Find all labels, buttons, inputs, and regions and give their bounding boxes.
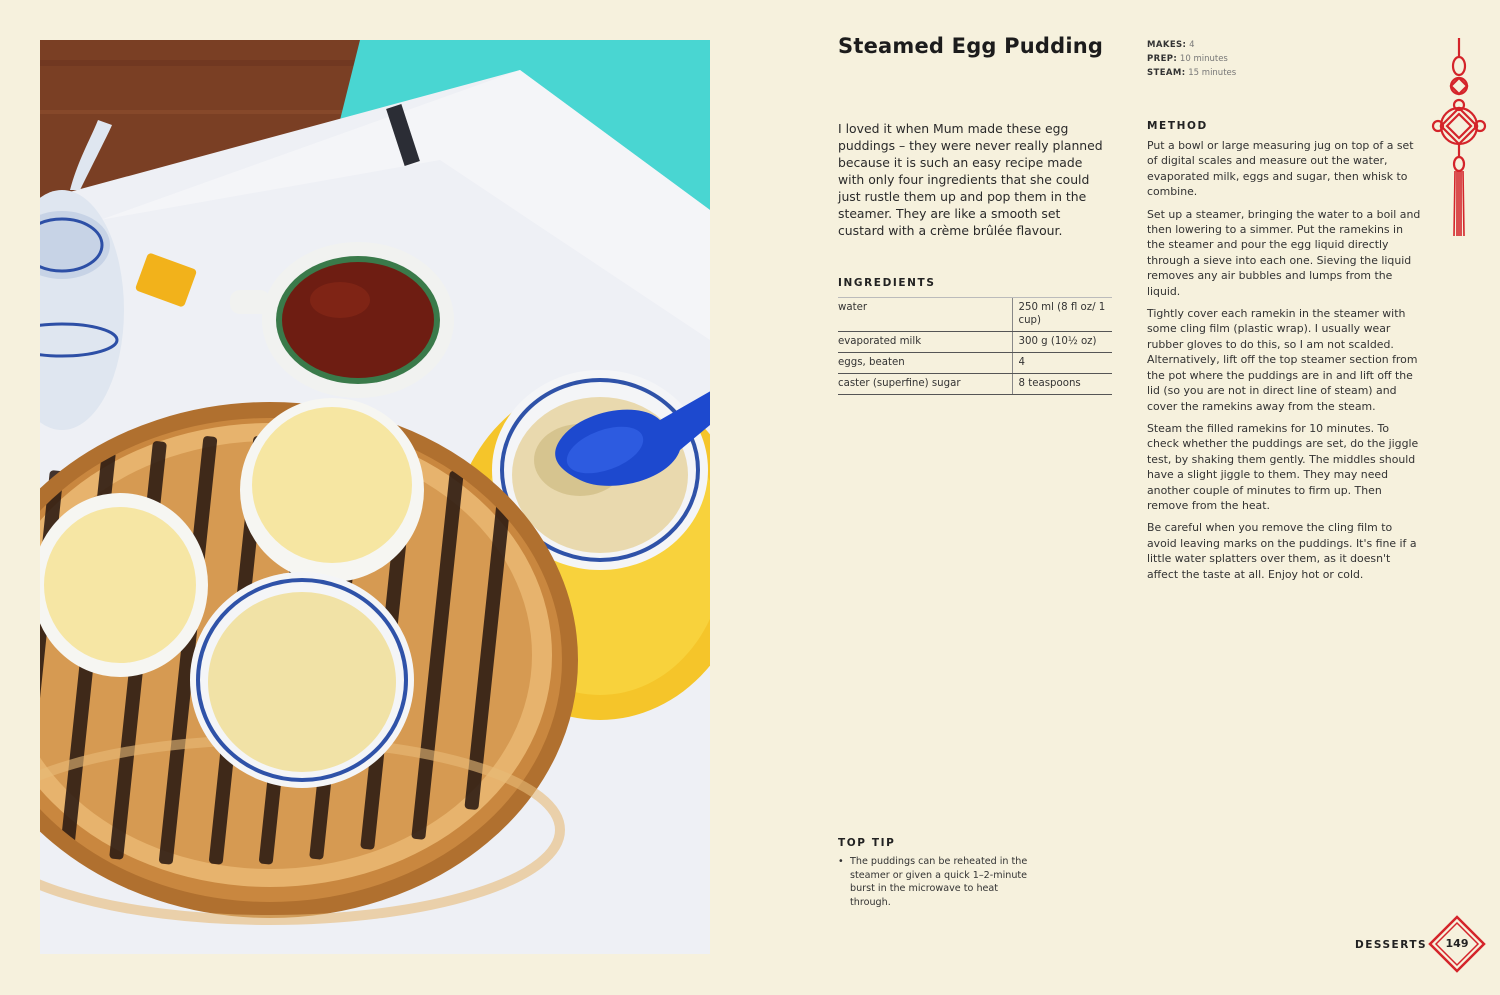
ingredient-qty: 300 g (10½ oz) [1012,332,1112,353]
meta-label: STEAM: [1147,68,1186,78]
ingredient-item: evaporated milk [838,332,1012,353]
ingredients-section [838,277,1112,395]
ingredient-qty: 250 ml (8 fl oz/ 1 cup) [1012,298,1112,332]
recipe-intro: I loved it when Mum made these egg puddings – they were never really planned because it is such an easy recipe made with only four ingredients that she could just rustle them up and pop them in the steamer. They are like a smooth set custard with a crème brûlée flavour. [838,121,1103,238]
recipe-meta [1147,38,1236,80]
ingredient-row [838,298,1112,332]
top-tip [838,837,1038,909]
recipe-title: Steamed Egg Pudding [838,34,1104,58]
method-step: Put a bowl or large measuring jug on top of a set of digital scales and measure out the water, evaporated milk, eggs and sugar, then whisk to combine. [1147,139,1414,199]
method-step: Be careful when you remove the cling film to avoid leaving marks on the puddings. It's fine if a little water splatters over them, as it doesn't affect the taste at all. Enjoy hot or cold. [1147,521,1417,581]
method-step: Set up a steamer, bringing the water to a boil and then lowering to a simmer. Put the ramekins in the steamer and pour the egg liquid directly through a sieve into each one. Sieving the liquid removes any air bubbles and lumps from the liquid. [1147,207,1421,298]
meta-prep [1147,52,1236,66]
meta-value: 15 minutes [1188,68,1237,78]
page-number: 149 [1445,937,1469,950]
method-step: Steam the filled ramekins for 10 minutes. To check whether the puddings are set, do the jiggle test, by shaking them gently. The middles should have a slight jiggle to them. They may need another couple of minutes to firm up. Then remove from the heat. [1147,421,1419,512]
ingredient-qty: 8 teaspoons [1012,374,1112,395]
chinese-knot-icon [1428,38,1490,238]
method-step: Tightly cover each ramekin in the steamer with some cling film (plastic wrap). I usually wear rubber gloves to do this, so I am not scalded. Alternatively, lift off the top steamer section from the pot where the puddings are in and lift off the lid (so you are not in direct line of steam) and cover the ramekins away from the steam. [1147,307,1418,413]
ingredient-row [838,374,1112,395]
section-label: DESSERTS [1355,939,1428,951]
ingredient-item: water [838,298,1012,332]
ingredient-row [838,353,1112,374]
method-heading: METHOD [1147,120,1208,132]
ingredient-qty: 4 [1012,353,1112,374]
method-section [1147,120,1422,589]
meta-label: MAKES: [1147,40,1187,50]
meta-label: PREP: [1147,54,1178,64]
meta-makes [1147,38,1236,52]
tip-heading: TOP TIP [838,837,896,849]
ingredients-table [838,297,1112,395]
tip-list [838,855,1038,909]
recipe-photo [40,40,710,954]
tip-text: • The puddings can be reheated in the steamer or given a quick 1–2-minute burst in the microwave to heat through. [838,855,1038,909]
ingredient-row [838,332,1112,353]
ingredient-item: caster (superfine) sugar [838,374,1012,395]
meta-value: 4 [1189,40,1195,50]
ingredient-item: eggs, beaten [838,353,1012,374]
ingredients-heading: INGREDIENTS [838,277,936,289]
meta-value: 10 minutes [1179,54,1228,64]
meta-steam [1147,66,1236,80]
